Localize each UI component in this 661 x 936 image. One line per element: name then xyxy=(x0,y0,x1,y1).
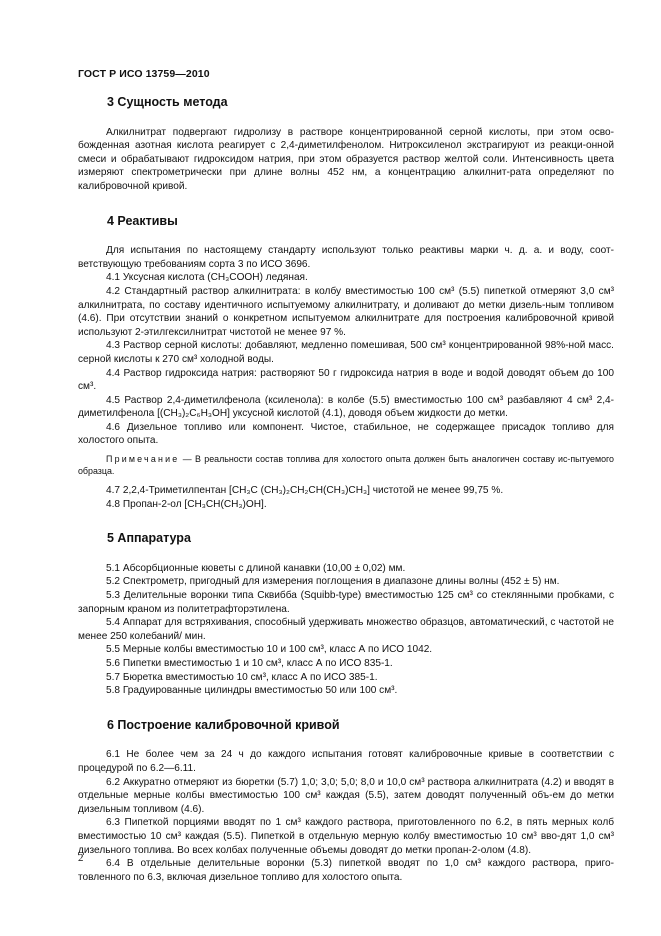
item-4-3: 4.3 Раствор серной кислоты: добавляют, медленно помешивая, 500 см³ концентрированной 98%-ной масс. серной кислоты к 270 см³ холодной воды. xyxy=(78,340,614,365)
item-4-4: 4.4 Раствор гидроксида натрия: растворяют 50 г гидроксида натрия в воде и водой доводят объем до 100 см³. xyxy=(78,367,614,393)
item-5-7: 5.7 Бюретка вместимостью 10 см³, класс А по ИСО 385-1. xyxy=(106,671,378,683)
item-5-8: 5.8 Градуированные цилиндры вместимостью 50 или 100 см³. xyxy=(106,685,398,697)
section-4-title: 4 Реактивы xyxy=(107,213,178,228)
section-6-title: 6 Построение калибровочной кривой xyxy=(107,717,340,732)
item-6-1: 6.1 Не более чем за 24 ч до каждого испытания готовят калибровочные кривые в соответствии с процедурой по 6.2—6.11. xyxy=(78,749,614,774)
section-4-intro: Для испытания по настоящему стандарту используют только реактивы марки ч. д. а. и воду, соот-ветствующую требованиям сорта 3 по ИСО 3696. xyxy=(78,245,614,270)
document-body xyxy=(78,88,614,884)
page-number: 2 xyxy=(78,852,84,864)
note-text: — В реальности состав топлива для холостого опыта должен быть аналогичен составу ис-пытуемого образца. xyxy=(78,454,614,477)
item-4-8: 4.8 Пропан-2-ол [CH₃CH(CH₃)OH]. xyxy=(106,498,267,510)
section-3-title: 3 Сущность метода xyxy=(107,95,228,109)
item-6-3: 6.3 Пипеткой порциями вводят по 1 см³ каждого раствора, приготовленного по 6.2, в пять мерных колб вместимостью 10 см³ каждая (5.5). Пипеткой в отдельную мерную колбу вместимостью 10 см³ вво-дят 1,0 см³ дизельного топлива. Во всех колбах полученные объемы доводят до метки пропан-2-олом (4.8). xyxy=(78,817,614,856)
item-5-6: 5.6 Пипетки вместимостью 1 и 10 см³, класс А по ИСО 835-1. xyxy=(106,658,393,669)
document-header: ГОСТ Р ИСО 13759—2010 xyxy=(78,68,210,80)
item-6-4: 6.4 В отдельные делительные воронки (5.3) пипеткой вводят по 1,0 см³ каждого раствора, приго-товленного по 6.3, включая дизельное топливо для холостого опыта. xyxy=(78,858,614,883)
section-5-title: 5 Аппаратура xyxy=(107,531,191,546)
item-4-1: 4.1 Уксусная кислота (CH₃COOH) ледяная. xyxy=(106,272,308,284)
item-5-2: 5.2 Спектрометр, пригодный для измерения поглощения в диапазоне длины волны (452 ± 5) нм. xyxy=(106,576,560,588)
item-4-5: 4.5 Раствор 2,4-диметилфенола (ксиленола): в колбе (5.5) вместимостью 100 см³ разбавляют 4 см³ 2,4-диметилфенола [(CH₃)₂C₆H₃OH] уксусной кислотой (4.1), доводя объем жидкости до метки. xyxy=(78,394,614,420)
item-4-7: 4.7 2,2,4-Триметилпентан [CH₃C (CH₃)₂CH₂CH(CH₃)CH₃] чистотой не менее 99,75 %. xyxy=(106,485,504,497)
item-5-4: 5.4 Аппарат для встряхивания, способный удерживать множество образцов, автоматический, с частотой не менее 250 колебаний/ мин. xyxy=(78,617,614,642)
item-6-2: 6.2 Аккуратно отмеряют из бюретки (5.7) 1,0; 3,0; 5,0; 8,0 и 10,0 см³ раствора алкилнитрата (4.2) и вводят в отдельные мерные колбы вместимостью 100 см³ каждая (5.5), затем доводят полученный объ-ем до метки дизельным топливом (4.6). xyxy=(78,776,614,815)
item-5-5: 5.5 Мерные колбы вместимостью 10 и 100 см³, класс А по ИСО 1042. xyxy=(106,644,433,656)
item-4-2: 4.2 Стандартный раствор алкилнитрата: в колбу вместимостью 100 см³ (5.5) пипеткой отмеряют 3,0 см³ алкилнитрата, по составу идентичного испытуемому алкилнитрату, и доливают до метки дизель-ным топливом (4.6). При отсутствии знаний о конкретном испытуемом алкилнитрате для построения калибровочной кривой используют 2-этилгексилнитрат чистотой не менее 97 %. xyxy=(78,285,614,338)
note-label: Примечание xyxy=(106,454,180,465)
item-5-1: 5.1 Абсорбционные кюветы с длиной канавки (10,00 ± 0,02) мм. xyxy=(106,562,406,574)
item-5-3: 5.3 Делительные воронки типа Сквибба (Squibb-type) вместимостью 125 см³ со стеклянными пробками, с запорным краном из политетрафторэтилена. xyxy=(78,590,614,615)
section-3-paragraph: Алкилнитрат подвергают гидролизу в растворе концентрированной серной кислоты, при этом осво-божденная азотная кислота реагирует с 2,4-диметилфенолом. Нитроксиленол экстрагируют из реакци-онной смеси и обрабатывают гидроксидом натрия, при этом образуется раствор желтой соли. Интенсивность цвета измеряют спектрометрически при длине волны 452 нм, а концентрацию алкилнит-рата определяют по калибровочной кривой. xyxy=(78,126,614,192)
note xyxy=(78,453,614,477)
item-4-6: 4.6 Дизельное топливо или компонент. Чистое, стабильное, не содержащее присадок топливо для холостого опыта. xyxy=(78,421,614,447)
